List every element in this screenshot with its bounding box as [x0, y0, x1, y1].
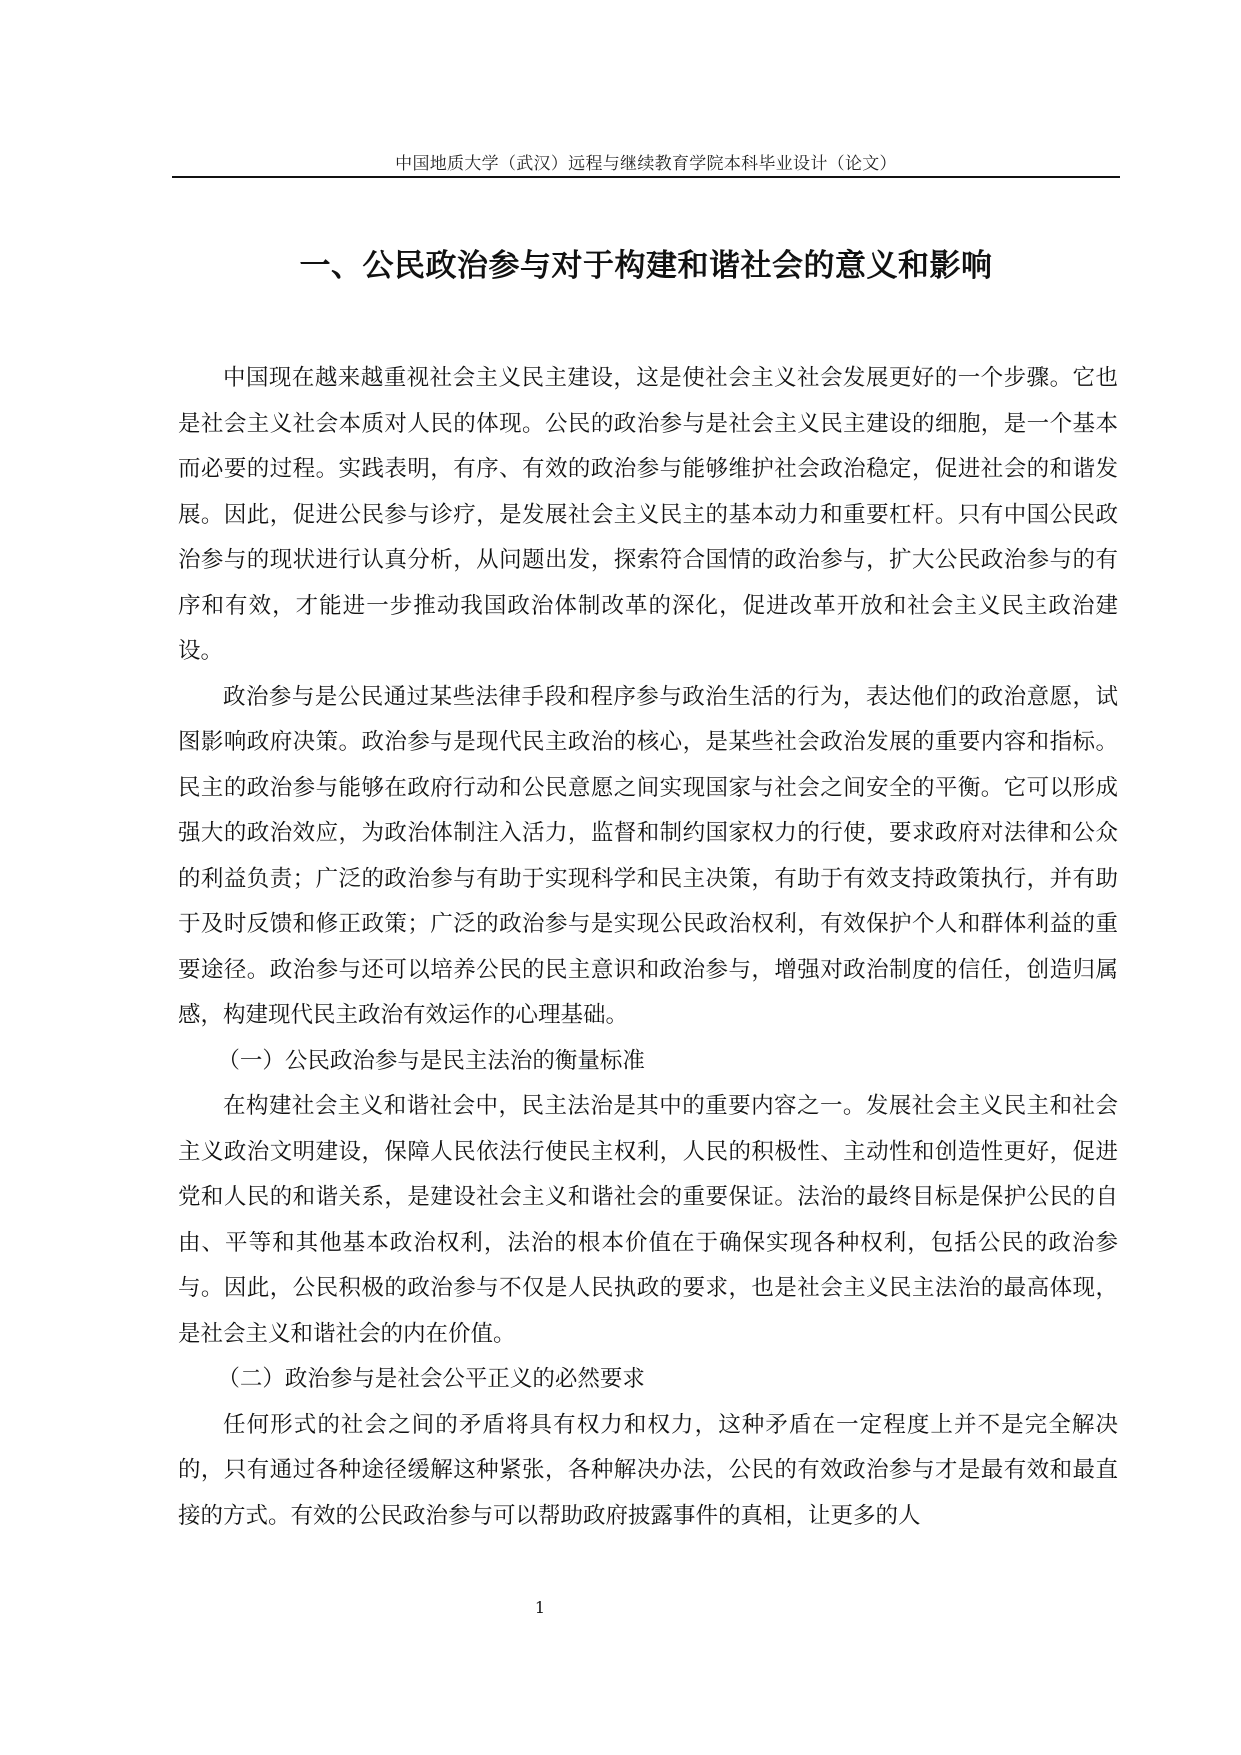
- section-heading-2: （二）政治参与是社会公平正义的必然要求: [217, 1366, 645, 1392]
- page-number: 1: [534, 1598, 546, 1617]
- chapter-title: 一、公民政治参与对于构建和谐社会的意义和影响: [299, 248, 993, 284]
- section-1-paragraph: 在构建社会主义和谐社会中，民主法治是其中的重要内容之一。发展社会主义民主和社会主义政治文明建设，保障人民依法行使民主权利，人民的积极性、主动性和创造性更好，促进党和人民的和谐关系，是建设社会主义和谐社会的重要保证。法治的最终目标是保护公民的自由、平等和其他基本政治权利，法治的根本价值在于确保实现各种权利，包括公民的政治参与。因此，公民积极的政治参与不仅是人民执政的要求，也是社会主义民主法治的最高体现，是社会主义和谐社会的内在价值。: [178, 1093, 1118, 1347]
- header-rule: [172, 176, 1120, 178]
- body-text: [178, 356, 1118, 1539]
- section-heading-1: （一）公民政治参与是民主法治的衡量标准: [217, 1047, 645, 1074]
- section-2-paragraph: 任何形式的社会之间的矛盾将具有权力和权力，这种矛盾在一定程度上并不是完全解决的，只有通过各种途径缓解这种紧张，各种解决办法，公民的有效政治参与才是最有效和最直接的方式。有效的公民政治参与可以帮助政府披露事件的真相，让更多的人: [178, 1411, 1118, 1529]
- paragraph-2: 政治参与是公民通过某些法律手段和程序参与政治生活的行为，表达他们的政治意愿，试图影响政府决策。政治参与是现代民主政治的核心，是某些社会政治发展的重要内容和指标。民主的政治参与能够在政府行动和公民意愿之间实现国家与社会之间安全的平衡。它可以形成强大的政治效应，为政治体制注入活力，监督和制约国家权力的行使，要求政府对法律和公众的利益负责；广泛的政治参与有助于实现科学和民主决策，有助于有效支持政策执行，并有助于及时反馈和修正政策；广泛的政治参与是实现公民政治权利，有效保护个人和群体利益的重要途径。政治参与还可以培养公民的民主意识和政治参与，增强对政治制度的信任，创造归属感，构建现代民主政治有效运作的心理基础。: [178, 683, 1118, 1028]
- running-header: 中国地质大学（武汉）远程与继续教育学院本科毕业设计（论文）: [395, 154, 897, 174]
- paragraph-1: 中国现在越来越重视社会主义民主建设，这是使社会主义社会发展更好的一个步骤。它也是社会主义社会本质对人民的体现。公民的政治参与是社会主义民主建设的细胞，是一个基本而必要的过程。实践表明，有序、有效的政治参与能够维护社会政治稳定，促进社会的和谐发展。因此，促进公民参与诊疗，是发展社会主义民主的基本动力和重要杠杆。只有中国公民政治参与的现状进行认真分析，从问题出发，探索符合国情的政治参与，扩大公民政治参与的有序和有效，才能进一步推动我国政治体制改革的深化，促进改革开放和社会主义民主政治建设。: [178, 365, 1118, 664]
